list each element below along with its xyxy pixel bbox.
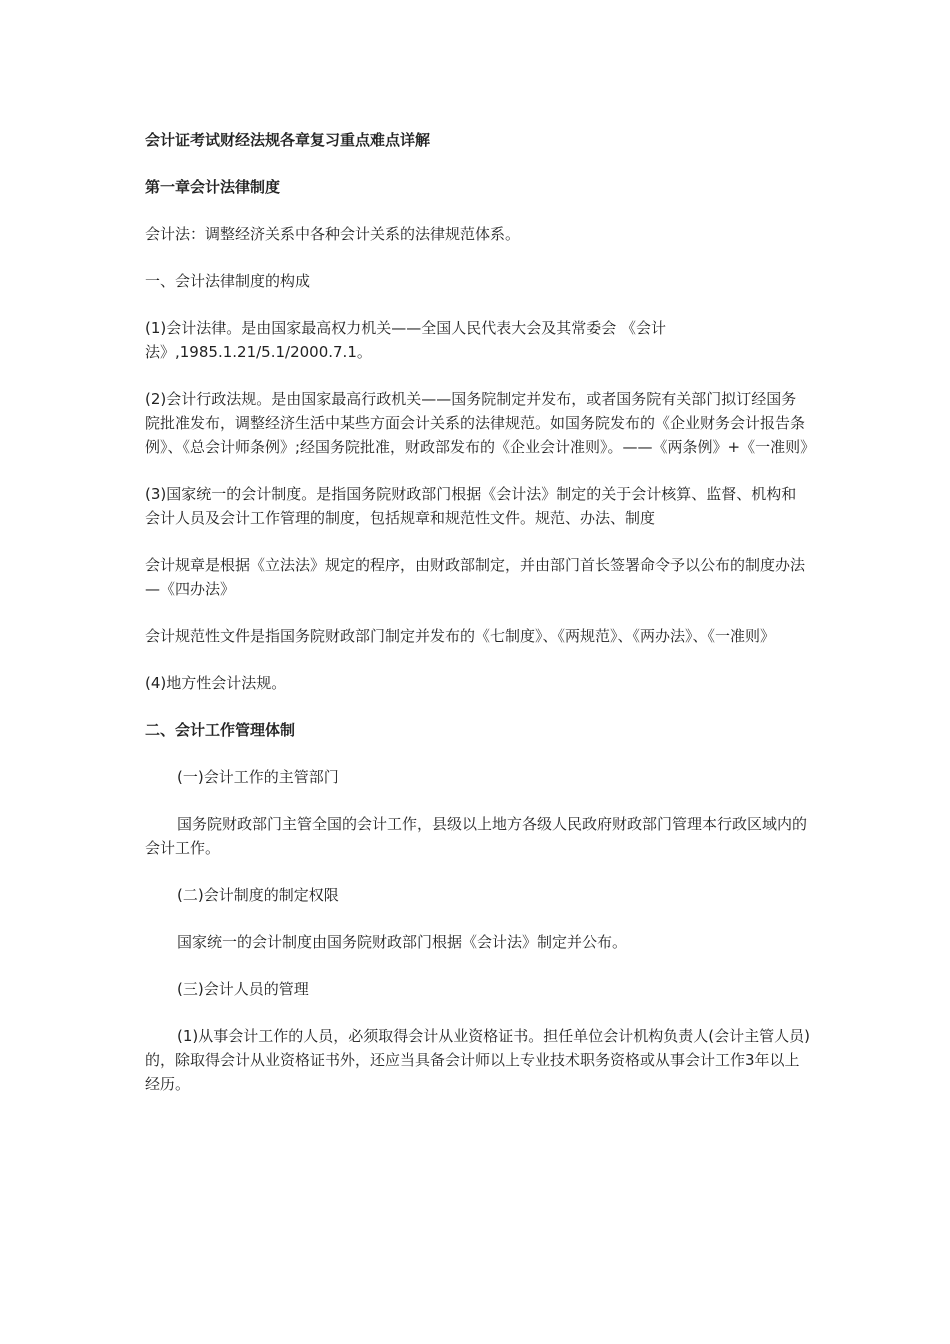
section-heading-management-system: 二、会计工作管理体制 [145,721,296,739]
document-page [145,128,816,1119]
definition-paragraph: 会计法：调整经济关系中各种会计关系的法律规范体系。 [145,225,521,243]
paragraph-normative-documents: 会计规范性文件是指国务院财政部门制定并发布的《七制度》、《两规范》、《两办法》、《一准则》 [145,627,776,645]
chapter-title: 第一章会计法律制度 [145,178,281,196]
paragraph-administrative-regulations: (2)会计行政法规。是由国家最高行政机关——国务院制定并发布，或者国务院有关部门拟订经国务院批准发布，调整经济生活中某些方面会计关系的法律规范。如国务院发布的《企业财务会计报告条例》、《总会计师条例》;经国务院批准，财政部发布的《企业会计准则》。——《两条例》+《一准则》 [145,390,816,456]
paragraph-accounting-regulations: 会计规章是根据《立法法》规定的程序，由财政部制定，并由部门首长签署命令予以公布的制度办法—《四办法》 [145,556,806,598]
subheading-formulation-authority: (二)会计制度的制定权限 [177,886,339,904]
paragraph-unified-accounting-system: (3)国家统一的会计制度。是指国务院财政部门根据《会计法》制定的关于会计核算、监督、机构和会计人员及会计工作管理的制度，包括规章和规范性文件。规范、办法、制度 [145,485,797,527]
document-title: 会计证考试财经法规各章复习重点难点详解 [145,131,431,149]
paragraph-competent-department: 国务院财政部门主管全国的会计工作，县级以上地方各级人民政府财政部门管理本行政区域内的会计工作。 [145,815,808,857]
subheading-personnel-management: (三)会计人员的管理 [177,980,309,998]
subheading-competent-department: (一)会计工作的主管部门 [177,768,339,786]
paragraph-accounting-law: (1)会计法律。是由国家最高权力机关——全国人民代表大会及其常委会 《会计法》,1985.1.21/5.1/2000.7.1。 [145,319,667,361]
paragraph-formulation-authority: 国家统一的会计制度由国务院财政部门根据《会计法》制定并公布。 [177,933,628,951]
section-heading-composition: 一、会计法律制度的构成 [145,272,311,290]
paragraph-local-regulations: (4)地方性会计法规。 [145,674,287,692]
paragraph-personnel-qualification: (1)从事会计工作的人员，必须取得会计从业资格证书。担任单位会计机构负责人(会计主管人员)的，除取得会计从业资格证书外，还应当具备会计师以上专业技术职务资格或从事会计工作3年以上经历。 [145,1027,810,1093]
